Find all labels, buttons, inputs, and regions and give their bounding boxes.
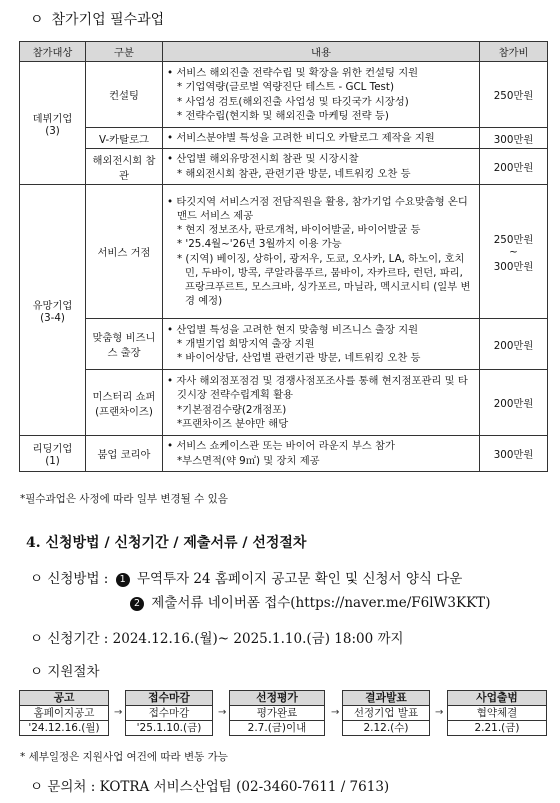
flow-arrow-icon: → [218, 707, 227, 718]
table-note: *필수과업은 사정에 따라 일부 변경될 수 있음 [20, 493, 228, 505]
flow-step-evaluation: 선정평가 평가완료 2.7.(금)이내 [229, 690, 325, 736]
table-row [20, 319, 548, 370]
content-service-hub: • 타깃지역 서비스거점 전담직원을 활용, 참가기업 수요맞춤형 온디맨드 서비스 제공 * 현지 정보조사, 판로개척, 바이어발굴, 바이어발굴 등 * '25.4월~'26년 3월까지 이용 가능 * (지역) 베이징, 상하이, 광저우, 도쿄, 오사카, LA, 하노이, 호치민, 두바이, 방콕, 쿠알라룸푸르, 뭄바이, 자카르타, 런던, 파리, 프랑크푸르트, 모스크바, 싱가포르, 마닐라, 멕시코시티 (일부 변경 예정) [163, 185, 480, 319]
header-target: 참가대상 [20, 42, 86, 62]
fee-consulting: 250만원 [480, 62, 548, 128]
category-service-hub: 서비스 거점 [86, 185, 163, 319]
category-consulting: 컨설팅 [86, 62, 163, 128]
category-business-trip: 맞춤형 비즈니스 출장 [86, 319, 163, 370]
content-mystery-shopper: • 자사 해외점포점검 및 경쟁사점포조사를 통해 현지점포관리 및 타깃시장 전략수립계획 활용 *기본점검수량(2개점포) *프랜차이즈 분야만 해당 [163, 370, 480, 436]
schedule-note: * 세부일정은 지원사업 여건에 따라 변동 가능 [20, 751, 228, 763]
fee-exhibition: 200만원 [480, 149, 548, 185]
flow-step-deadline: 접수마감 접수마감 '25.1.10.(금) [125, 690, 213, 736]
header-content: 내용 [163, 42, 480, 62]
flow-arrow-icon: → [331, 707, 340, 718]
category-vcatalog: V-카탈로그 [86, 128, 163, 149]
step1-number-icon: 1 [116, 573, 130, 587]
content-vcatalog: • 서비스분야별 특성을 고려한 비디오 카탈로그 제작을 지원 [163, 128, 480, 149]
apply-method-line2: 2 제출서류 네이버폼 접수(https://naver.me/F6lW3KKT) [127, 591, 490, 611]
table-row [20, 185, 548, 319]
flow-step-announce: 공고 홈페이지공고 '24.12.16.(월) [19, 690, 109, 736]
flow-step-result: 결과발표 선정기업 발표 2.12.(수) [342, 690, 430, 736]
fee-boomup: 300만원 [480, 436, 548, 472]
apply-period-line: ㅇ 신청기간 : 2024.12.16.(월)~ 2025.1.10.(금) 18:00 까지 [30, 631, 404, 647]
table-row [20, 149, 548, 185]
content-boomup: • 서비스 쇼케이스관 또는 바이어 라운지 부스 참가 *부스면적(약 9㎡) 및 장치 제공 [163, 436, 480, 472]
procedure-flow [19, 690, 547, 738]
flow-arrow-icon: → [435, 707, 444, 718]
table-row [20, 370, 548, 436]
section-title [30, 9, 164, 29]
apply-method-line: ㅇ 신청방법 : 1 무역투자 24 홈페이지 공고문 확인 및 신청서 양식 다운 [30, 571, 463, 587]
table-row [20, 436, 548, 472]
required-tasks-table [19, 41, 548, 472]
group-leading: 리딩기업 (1) [20, 436, 86, 472]
category-exhibition: 해외전시회 참관 [86, 149, 163, 185]
fee-business-trip: 200만원 [480, 319, 548, 370]
procedure-title: ㅇ 지원절차 [30, 664, 100, 680]
flow-arrow-icon: → [114, 707, 123, 718]
section-bullet: ㅇ [30, 12, 44, 28]
section-title-text: 참가기업 필수과업 [51, 12, 165, 28]
group-debut: 데뷔기업 (3) [20, 62, 86, 185]
table-row [20, 62, 548, 128]
content-consulting: • 서비스 해외진출 전략수립 및 확장을 위한 컨설팅 지원 * 기업역량(글로벌 역량진단 테스트 - GCL Test) * 사업성 검토(해외진출 사업성 및 타깃국가 시장성) * 전략수립(현지화 및 해외진출 마케팅 전략 등) [163, 62, 480, 128]
category-mystery-shopper: 미스터리 쇼퍼 (프랜차이즈) [86, 370, 163, 436]
fee-mystery-shopper: 200만원 [480, 370, 548, 436]
content-business-trip: • 산업별 특성을 고려한 현지 맞춤형 비즈니스 출장 지원 * 개별기업 희망지역 출장 지원 * 바이어상담, 산업별 관련기관 방문, 네트워킹 오찬 등 [163, 319, 480, 370]
table-header-row [20, 42, 548, 62]
fee-service-hub: 250만원 ~ 300만원 [480, 185, 548, 319]
contact-line: ㅇ 문의처 : KOTRA 서비스산업팀 (02-3460-7611 / 7613) [30, 779, 390, 795]
fee-vcatalog: 300만원 [480, 128, 548, 149]
table-row [20, 128, 548, 149]
header-fee: 참가비 [480, 42, 548, 62]
section4-title: 4. 신청방법 / 신청기간 / 제출서류 / 선정절차 [26, 535, 307, 551]
step2-number-icon: 2 [130, 597, 144, 611]
category-boomup: 붐업 코리아 [86, 436, 163, 472]
content-exhibition: • 산업별 해외유망전시회 참관 및 시장시찰 * 해외전시회 참관, 관련기관 방문, 네트워킹 오찬 등 [163, 149, 480, 185]
flow-step-launch: 사업출범 협약체결 2.21.(금) [447, 690, 547, 736]
group-promising: 유망기업 (3-4) [20, 185, 86, 436]
header-category: 구분 [86, 42, 163, 62]
